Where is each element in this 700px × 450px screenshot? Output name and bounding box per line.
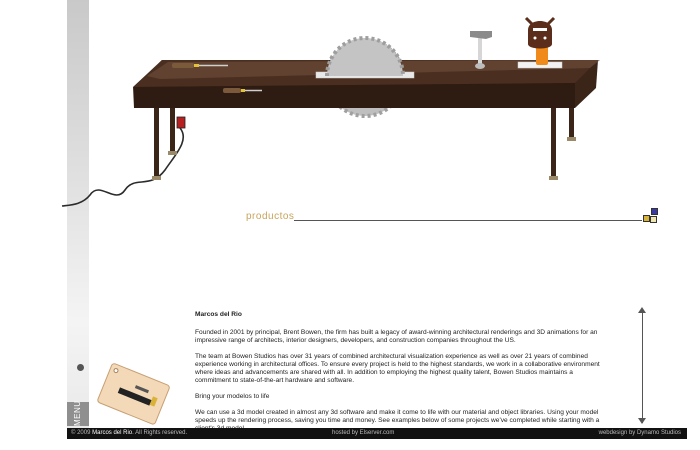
table-leg: [154, 104, 159, 179]
copyright-text: [71, 428, 187, 439]
cream-square-icon: [650, 216, 657, 223]
scrollbar-track[interactable]: [642, 309, 643, 423]
mascot-character-icon: [526, 18, 554, 65]
about-content: [195, 311, 605, 441]
power-cable: [62, 128, 183, 206]
content-paragraph: The team at Bowen Studios has over 31 years of combined architectural visualization experience as well as over 21 years of combined experience working in architectural offices. To ensure every project is held to the highest standards, we work in a collaborative environment where ideas and advancements are shared with all. In addition to employing the highest quality talent, Bowen Studios maintains a commitment to state-of-the-art hardware and software.: [195, 353, 600, 384]
copyright-suffix: . All Rights reserved.: [132, 430, 188, 436]
copyright-name-link[interactable]: Marcos del Rio: [92, 430, 133, 436]
color-squares-icon[interactable]: [643, 208, 659, 224]
copyright-year: © 2009: [71, 430, 91, 436]
hosted-by-link[interactable]: hosted by Elserver.com: [332, 430, 395, 436]
menu-toggle-label[interactable]: MENU: [67, 402, 89, 426]
footer-bar: [67, 428, 687, 439]
content-paragraph: Founded in 2001 by principal, Brent Bowen, the firm has built a legacy of award-winning architectural renderings and 3D animations for an impressive range of architects, interior designers, developers, and construction companies throughout the US.: [195, 329, 598, 344]
power-switch-icon: [177, 117, 185, 128]
table-leg: [551, 104, 556, 179]
blue-square-icon: [651, 208, 658, 215]
section-title: productos: [246, 211, 295, 222]
webdesign-credit-link[interactable]: webdesign by Dynamo Studios: [598, 430, 681, 436]
business-card-tag: [97, 363, 170, 425]
content-paragraph: We can use a 3d model created in almost any 3d software and make it come to life with our material and object libraries. Using your model speeds up the rendering process, saving you time and money. See examples below of some projects we've completed while starting with a: [195, 409, 600, 424]
scroll-down-arrow-icon[interactable]: [638, 418, 646, 424]
content-heading: Marcos del Rio: [195, 311, 242, 318]
gold-square-icon: [643, 215, 650, 222]
section-divider: [294, 220, 642, 221]
content-subheading: Bring your modelos to life: [195, 393, 270, 400]
table-leg: [170, 104, 175, 154]
